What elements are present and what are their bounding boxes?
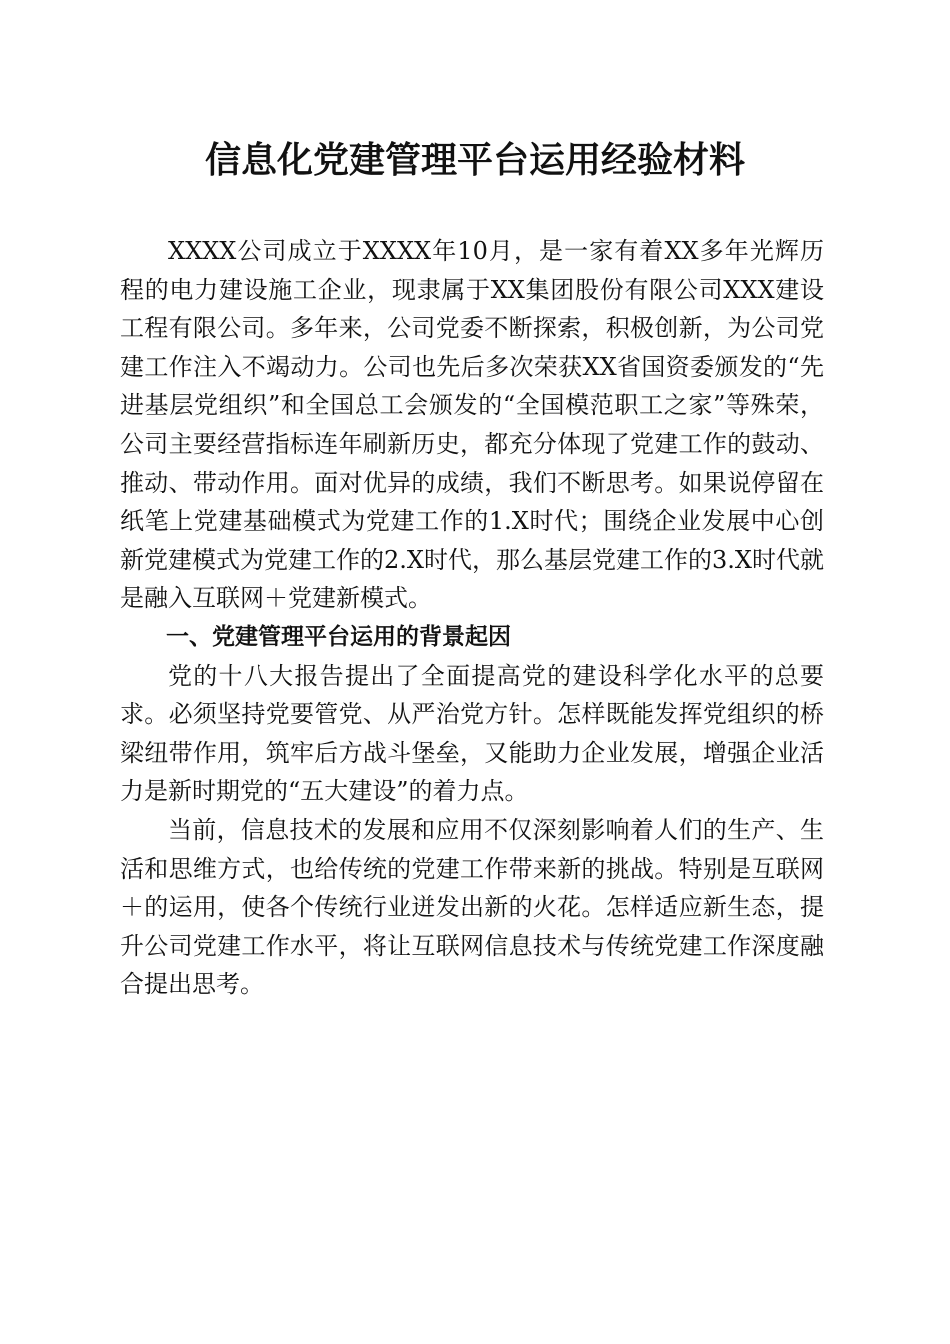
document-body: [120, 232, 824, 1004]
section-heading: 一、党建管理平台运用的背景起因: [166, 623, 511, 650]
paragraph-background: 党的十八大报告提出了全面提高党的建设科学化水平的总要求。必须坚持党要管党、从严治党方针。怎样既能发挥党组织的桥梁纽带作用，筑牢后方战斗堡垒，又能助力企业发展，增强企业活力是新时期党的“五大建设”的着力点。: [120, 661, 824, 806]
document-title: 信息化党建管理平台运用经验材料: [204, 139, 745, 181]
paragraph-intro: XXXX公司成立于XXXX年10月，是一家有着XX多年光辉历程的电力建设施工企业，现隶属于XX集团股份有限公司XXX建设工程有限公司。多年来，公司党委不断探索，积极创新，为公司党建工作注入不竭动力。公司也先后多次荣获XX省国资委颁发的“先进基层党组织”和全国总工会颁发的“全国模范职工之家”等殊荣，公司主要经营指标连年刷新历史，都充分体现了党建工作的鼓动、推动、带动作用。面对优异的成绩，我们不断思考。如果说停留在纸笔上党建基础模式为党建工作的1.X时代；围绕企业发展中心创新党建模式为党建工作的2.X时代，那么基层党建工作的3.X时代就是融入互联网＋党建新模式。: [120, 237, 824, 613]
paragraph-current: 当前，信息技术的发展和应用不仅深刻影响着人们的生产、生活和思维方式，也给传统的党建工作带来新的挑战。特别是互联网＋的运用，使各个传统行业迸发出新的火花。怎样适应新生态，提升公司党建工作水平，将让互联网信息技术与传统党建工作深度融合提出思考。: [120, 815, 824, 999]
